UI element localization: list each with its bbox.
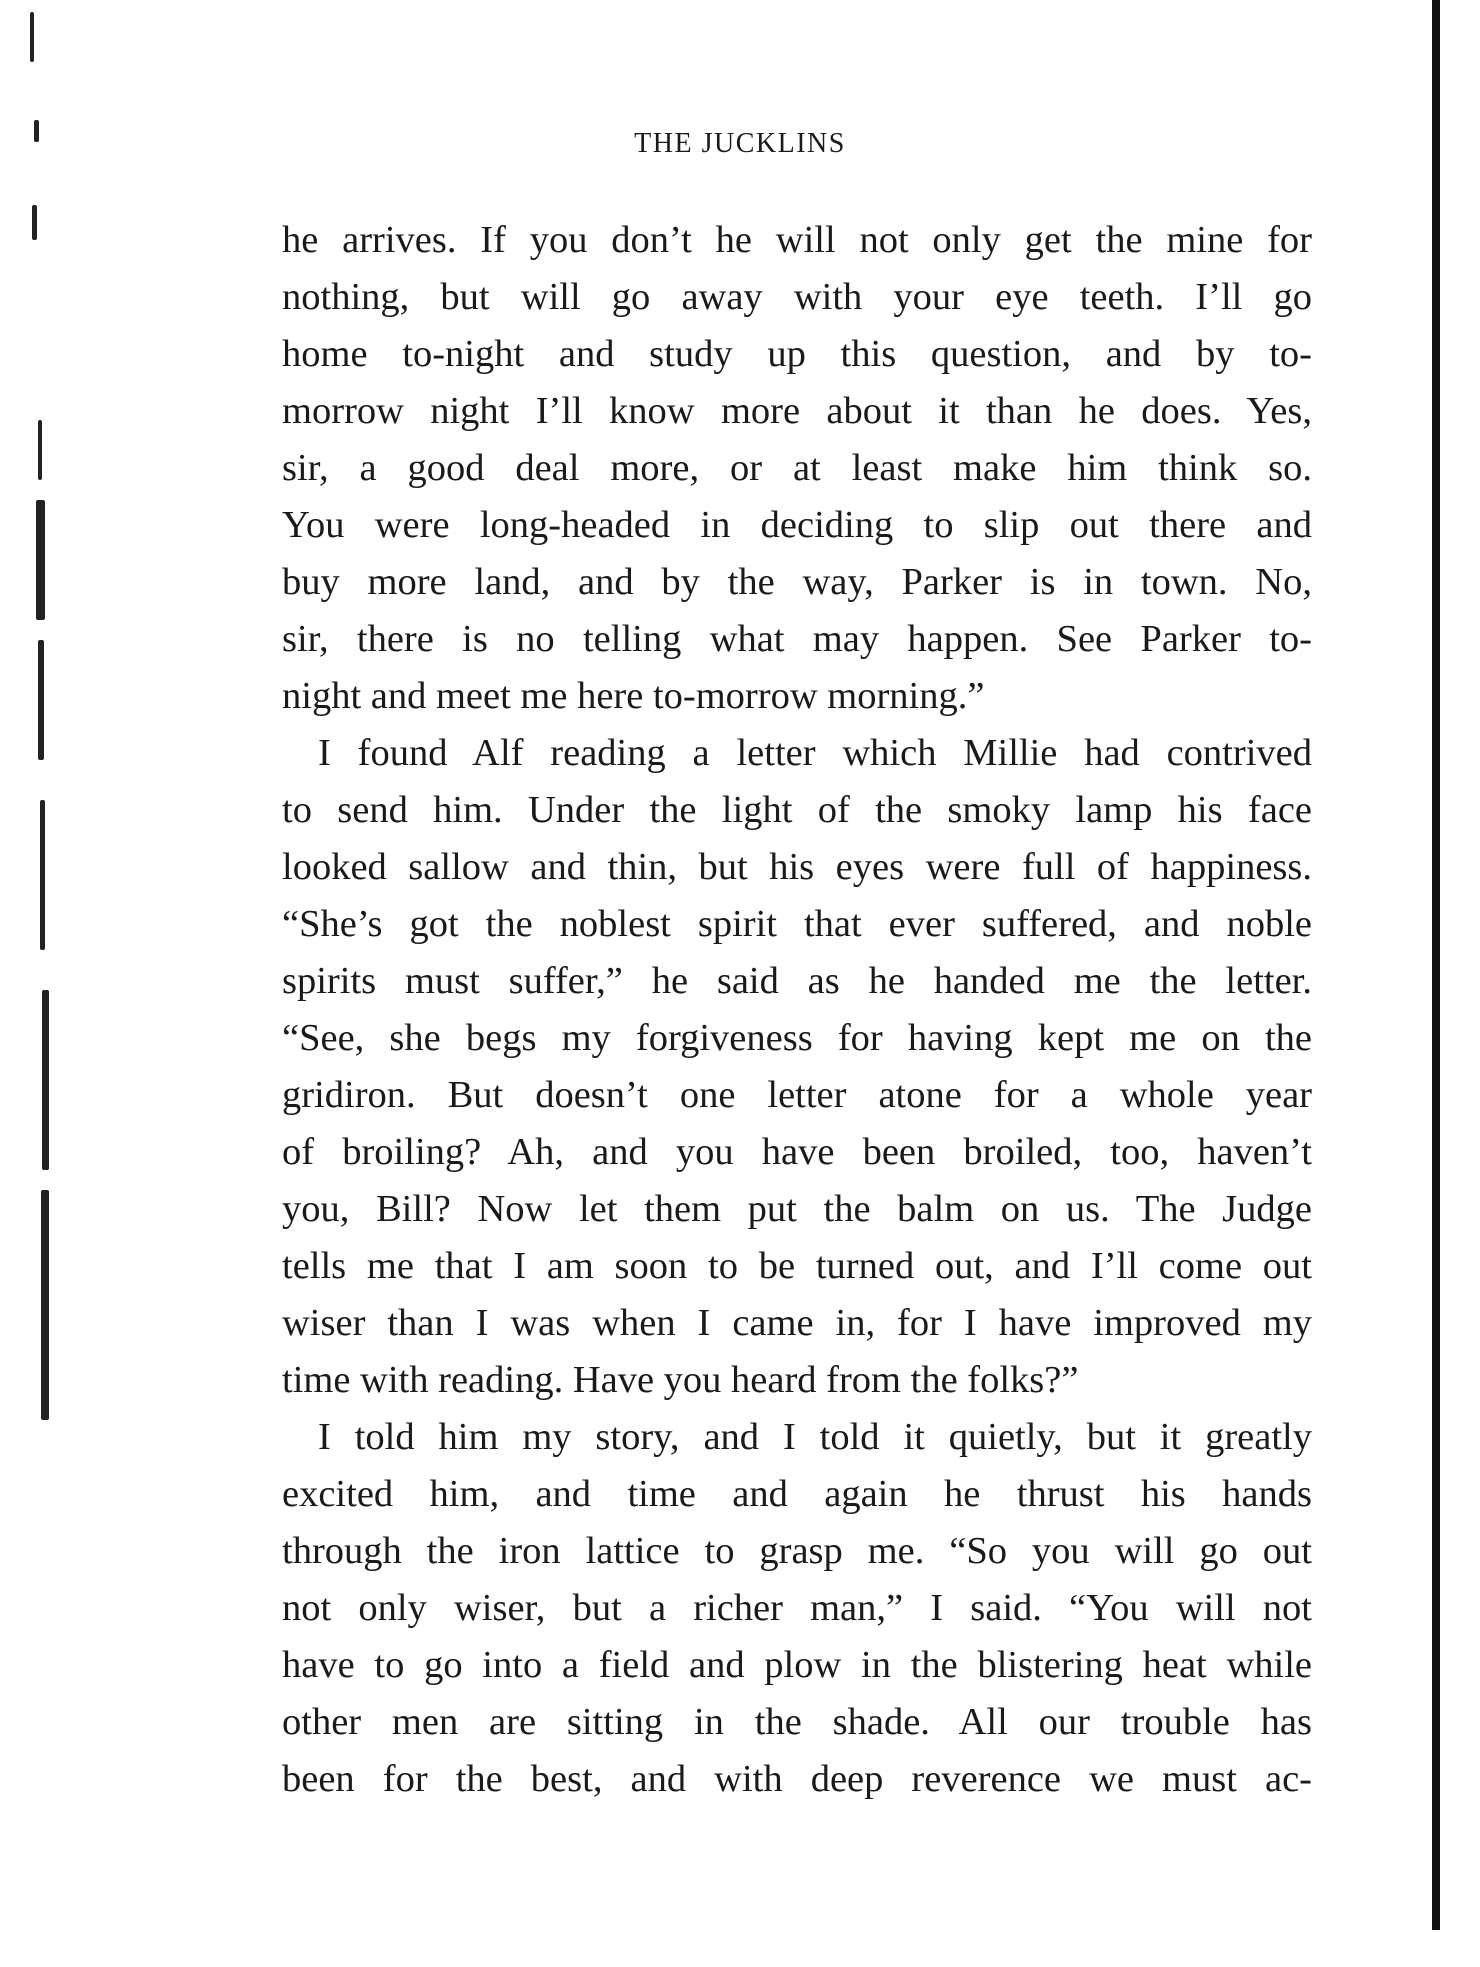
running-head: THE JUCKLINS xyxy=(634,128,846,159)
text-line: morrow night I’ll know more about it than he does. Yes, xyxy=(282,390,1312,432)
paragraph xyxy=(282,1409,1312,1808)
text-line: excited him, and time and again he thrust his hands xyxy=(282,1473,1312,1515)
text-line: I told him my story, and I told it quietly, but it greatly xyxy=(318,1416,1312,1458)
text-line: sir, a good deal more, or at least make him think so. xyxy=(282,447,1312,489)
text-line: night and meet me here to-morrow morning.” xyxy=(282,675,985,717)
text-line: home to-night and study up this question, and by to- xyxy=(282,333,1312,375)
text-line: tells me that I am soon to be turned out, and I’ll come out xyxy=(282,1245,1312,1287)
text-line: through the iron lattice to grasp me. “So you will go out xyxy=(282,1530,1312,1572)
text-line: not only wiser, but a richer man,” I said. “You will not xyxy=(282,1587,1312,1629)
text-line: of broiling? Ah, and you have been broiled, too, haven’t xyxy=(282,1131,1312,1173)
binding-marks xyxy=(28,0,68,1500)
text-line: wiser than I was when I came in, for I have improved my xyxy=(282,1302,1312,1344)
text-line: spirits must suffer,” he said as he handed me the letter. xyxy=(282,960,1312,1002)
page-edge xyxy=(1432,0,1440,1930)
text-line: gridiron. But doesn’t one letter atone for a whole year xyxy=(282,1074,1312,1116)
text-line: “She’s got the noblest spirit that ever suffered, and noble xyxy=(282,903,1312,945)
text-line: other men are sitting in the shade. All our trouble has xyxy=(282,1701,1312,1743)
text-line: time with reading. Have you heard from the folks?” xyxy=(282,1359,1079,1401)
text-line: I found Alf reading a letter which Millie had contrived xyxy=(318,732,1312,774)
text-line: buy more land, and by the way, Parker is in town. No, xyxy=(282,561,1312,603)
text-line: to send him. Under the light of the smoky lamp his face xyxy=(282,789,1312,831)
paragraph xyxy=(282,212,1312,725)
text-line: You were long-headed in deciding to slip out there and xyxy=(282,504,1312,546)
text-line: have to go into a field and plow in the blistering heat while xyxy=(282,1644,1312,1686)
text-line: nothing, but will go away with your eye teeth. I’ll go xyxy=(282,276,1312,318)
text-line: “See, she begs my forgiveness for having kept me on the xyxy=(282,1017,1312,1059)
text-line: looked sallow and thin, but his eyes were full of happiness. xyxy=(282,846,1312,888)
text-line: he arrives. If you don’t he will not only get the mine for xyxy=(282,219,1312,261)
text-line: sir, there is no telling what may happen. See Parker to- xyxy=(282,618,1312,660)
text-line: been for the best, and with deep reverence we must ac- xyxy=(282,1758,1312,1800)
paragraph xyxy=(282,725,1312,1409)
text-line: you, Bill? Now let them put the balm on us. The Judge xyxy=(282,1188,1312,1230)
body-text xyxy=(282,212,1312,1808)
